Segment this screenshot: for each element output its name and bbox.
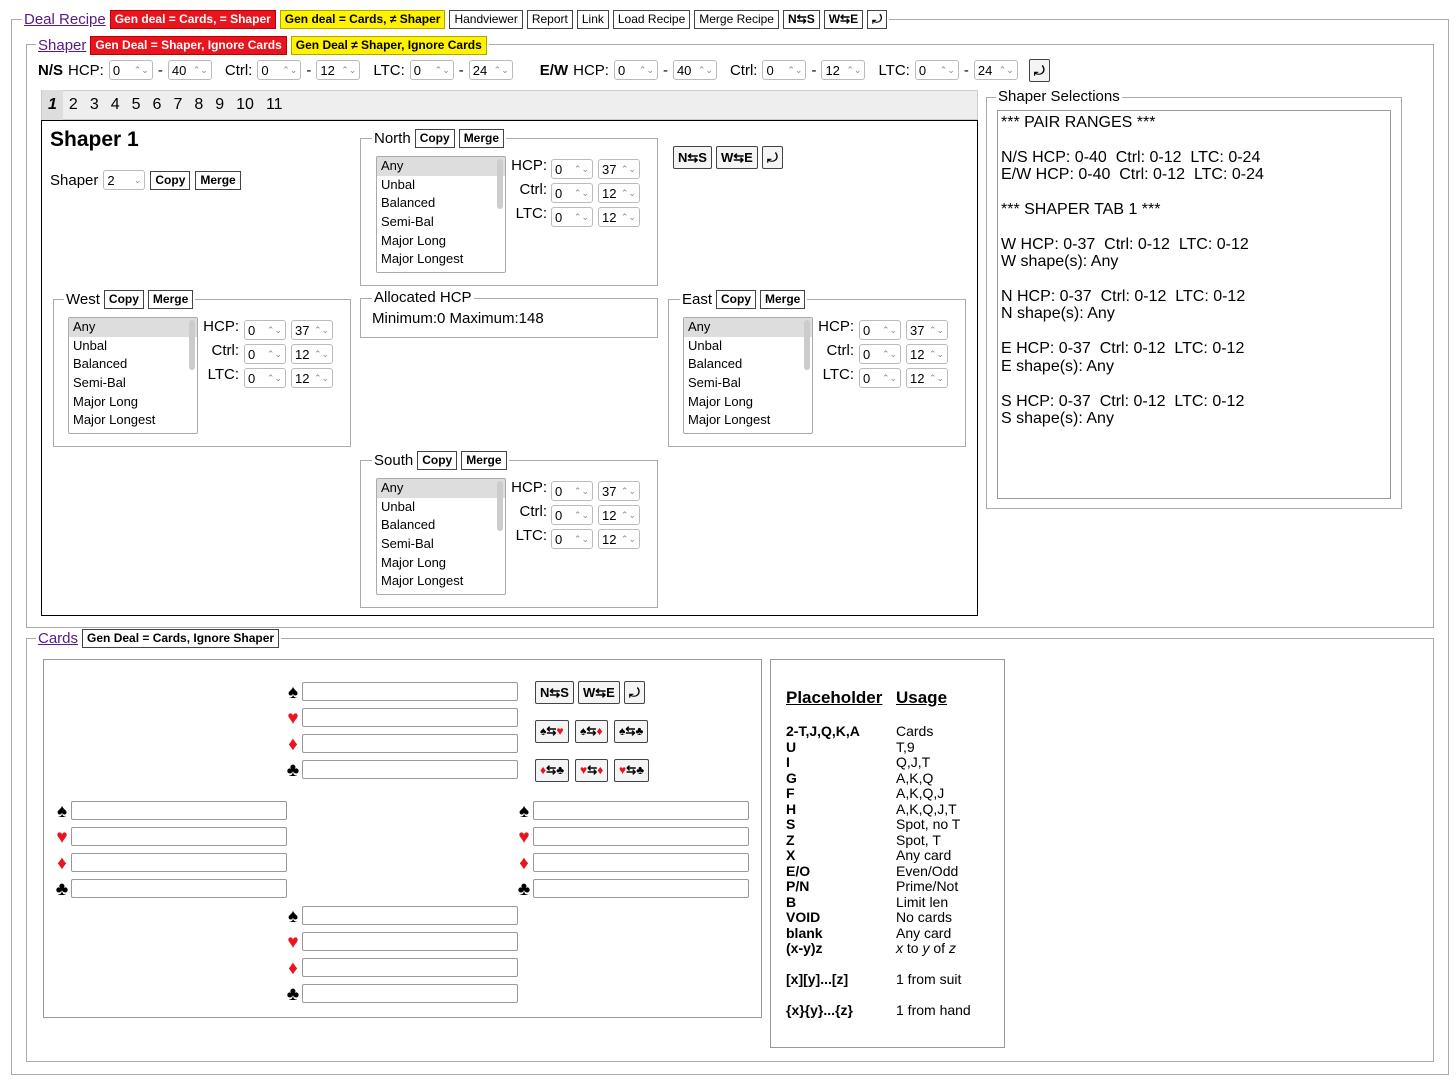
south-legend [372, 451, 509, 470]
placeholder-usage: Prime/Not [896, 878, 959, 894]
west-ctrl-label: Ctrl: [211, 342, 239, 359]
placeholder-row [786, 724, 996, 740]
ew-ltc-min[interactable]: 0 ⌃⌄ [915, 60, 959, 80]
south-spade-input[interactable] [302, 906, 518, 925]
north-hcp-max[interactable]: 37 ⌃⌄ [598, 159, 640, 179]
ew-ltc-max[interactable]: 24 ⌃⌄ [974, 60, 1018, 80]
west-shape-list[interactable] [68, 317, 198, 434]
placeholder-code: VOID [786, 909, 821, 925]
north-legend [372, 129, 506, 148]
placeholder-code: U [786, 738, 797, 755]
ns-ltc-min[interactable]: 0 ⌃⌄ [410, 60, 454, 80]
west-ltc-label: LTC: [207, 366, 239, 383]
placeholder-row [786, 817, 996, 833]
placeholder-usage: 1 from suit [896, 971, 962, 987]
placeholder-code: {x}{y}...{z} [786, 1002, 853, 1018]
swap-spade-club-button[interactable]: ♠⇆♣ [614, 720, 648, 743]
west-merge-button[interactable]: Merge [148, 290, 193, 309]
north-merge-button[interactable]: Merge [459, 129, 504, 148]
placeholder-code: E/O [786, 862, 811, 879]
north-copy-button[interactable]: Copy [415, 129, 455, 148]
scrollbar[interactable] [497, 481, 503, 531]
dash: - [458, 61, 464, 79]
east-heart-icon: ♥ [518, 827, 530, 848]
placeholder-usage: Spot, no T [896, 816, 961, 832]
north-ltc-min[interactable]: 0 ⌃⌄ [551, 207, 593, 227]
placeholder-usage: Cards [896, 723, 934, 739]
ew-ctrl-min[interactable]: 0 ⌃⌄ [762, 60, 806, 80]
placeholder-code: (x-y)z [786, 940, 823, 956]
shaper-reset-button[interactable]: ⤾ [762, 146, 783, 169]
placeholder-code: 2-T,J,Q,K,A [786, 723, 860, 739]
list-item[interactable]: Unbal [73, 337, 107, 353]
allocated-hcp-text: Minimum:0 Maximum:148 [372, 310, 544, 327]
ew-hcp-min[interactable]: 0 ⌃⌄ [614, 60, 658, 80]
list-item[interactable]: Balanced [381, 517, 436, 533]
south-hcp-min[interactable]: 0 ⌃⌄ [551, 481, 593, 501]
placeholder-row [786, 755, 996, 771]
north-heart-input[interactable] [302, 708, 518, 727]
placeholder-usage: Any card [896, 847, 952, 863]
south-ltc-max[interactable]: 12 ⌃⌄ [598, 529, 640, 549]
swap-ns-button[interactable]: N⇆S [783, 10, 820, 29]
placeholder-row [786, 864, 996, 880]
swap-heart-diamond-button[interactable]: ♥⇆♦ [575, 759, 608, 782]
tab-11[interactable]: 11 [265, 96, 283, 113]
south-diamond-icon: ♦ [288, 958, 298, 979]
west-hcp-min[interactable]: 0 ⌃⌄ [244, 320, 286, 340]
west-hcp-label: HCP: [203, 318, 239, 335]
placeholder-usage: A,K,Q,J [896, 785, 945, 801]
east-ctrl-label: Ctrl: [826, 342, 854, 359]
ns-label: N/S [38, 61, 64, 79]
east-diamond-icon: ♦ [519, 853, 529, 874]
tab-8[interactable]: 8 [194, 96, 204, 113]
ew-hcp-label: HCP: [573, 61, 609, 79]
ew-ctrl-max[interactable]: 12 ⌃⌄ [821, 60, 865, 80]
shaper-select-row [50, 170, 241, 190]
ns-ctrl-min[interactable]: 0 ⌃⌄ [257, 60, 301, 80]
gen-cards-ignore-shaper-button[interactable]: Gen Deal = Cards, Ignore Shaper [82, 629, 279, 648]
gen-shaper-ignore-cards-button[interactable]: Gen Deal = Shaper, Ignore Cards [90, 36, 286, 55]
west-club-icon: ♣ [55, 879, 69, 900]
ns-ltc-max[interactable]: 24 ⌃⌄ [469, 60, 513, 80]
tab-5[interactable]: 5 [131, 96, 141, 113]
west-club-input[interactable] [71, 879, 287, 898]
swap-heart-club-button[interactable]: ♥⇆♣ [614, 759, 649, 782]
ns-ctrl-max[interactable]: 12 ⌃⌄ [316, 60, 360, 80]
placeholder-row [786, 786, 996, 802]
north-ltc-max[interactable]: 12 ⌃⌄ [598, 207, 640, 227]
list-item[interactable]: Any [684, 318, 812, 337]
selections-textarea[interactable]: *** PAIR RANGES *** N/S HCP: 0-40 Ctrl: 0-12 LTC: 0-24 E/W HCP: 0-40 Ctrl: 0-12 LTC: 0-24 *** SHAPER TAB 1 *** W HCP: 0-37 Ctrl: 0-12 LTC: 0-12 W shape(s): Any N HCP: 0-37 Ctrl: 0-12 LTC: 0-12 N shape(s): Any E HCP: 0-37 Ctrl: 0-12 LTC: 0-12 E shape(s): Any S HCP: 0-37 Ctrl: 0-12 LTC: 0-12 S shape(s): Any [997, 110, 1391, 499]
reset-button[interactable]: ⤾ [867, 10, 887, 29]
west-ctrl-min[interactable]: 0 ⌃⌄ [244, 344, 286, 364]
placeholder-usage: A,K,Q [896, 769, 934, 786]
placeholder-row-xyz [786, 941, 996, 957]
tab-9[interactable]: 9 [215, 96, 225, 113]
placeholder-usage: 1 from hand [896, 1002, 971, 1018]
cards-legend [36, 629, 281, 648]
south-hcp-label: HCP: [511, 479, 547, 496]
handviewer-button[interactable]: Handviewer [449, 10, 522, 29]
placeholder-usage: A,K,Q,J,T [896, 800, 957, 817]
shaper-label: Shaper [50, 171, 99, 189]
north-title: North [374, 130, 411, 147]
placeholder-row [786, 848, 996, 864]
pair-reset-button[interactable]: ⤾ [1029, 59, 1050, 82]
south-copy-button[interactable]: Copy [417, 451, 457, 470]
list-item[interactable]: Major Long [688, 393, 754, 409]
list-item[interactable]: Semi-Bal [381, 214, 434, 230]
dash: - [662, 61, 668, 79]
placeholder-code: X [786, 847, 796, 863]
north-spade-icon: ♠ [287, 682, 299, 703]
placeholder-row-hand [786, 1003, 996, 1019]
placeholder-row [786, 802, 996, 818]
north-spade-input[interactable] [302, 682, 518, 701]
south-hcp-max[interactable]: 37 ⌃⌄ [598, 481, 640, 501]
east-title: East [682, 291, 713, 308]
east-copy-button[interactable]: Copy [716, 290, 756, 309]
ew-ltc-label: LTC: [878, 61, 910, 79]
north-diamond-icon: ♦ [288, 734, 298, 755]
placeholder-row [786, 833, 996, 849]
east-club-input[interactable] [533, 879, 749, 898]
placeholder-header: Placeholder [786, 688, 883, 707]
shaper-copy-button[interactable]: Copy [150, 171, 190, 190]
shaper-tab-bar [41, 90, 978, 120]
ns-hcp-min[interactable]: 0 ⌃⌄ [109, 60, 153, 80]
selections-title: Shaper Selections [998, 88, 1120, 105]
east-ctrl-min[interactable]: 0 ⌃⌄ [859, 344, 901, 364]
panel-title: Shaper 1 [50, 128, 139, 151]
list-item[interactable]: Semi-Bal [73, 375, 126, 391]
south-heart-icon: ♥ [287, 932, 299, 953]
east-shape-list[interactable] [683, 317, 813, 434]
placeholder-row-suit [786, 972, 996, 988]
west-heart-input[interactable] [71, 827, 287, 846]
south-merge-button[interactable]: Merge [461, 451, 506, 470]
east-diamond-input[interactable] [533, 853, 749, 872]
placeholder-code: Z [786, 831, 795, 848]
tab-2[interactable]: 2 [68, 96, 78, 113]
west-ctrl-max[interactable]: 12 ⌃⌄ [291, 344, 333, 364]
gen-cards-ne-shaper-button[interactable]: Gen deal = Cards, ≠ Shaper [280, 10, 446, 29]
ew-hcp-max[interactable]: 40 ⌃⌄ [673, 60, 717, 80]
east-spade-icon: ♠ [518, 801, 530, 822]
scrollbar[interactable] [189, 320, 195, 370]
list-item[interactable]: Semi-Bal [381, 536, 434, 552]
list-item[interactable]: Major Longest [688, 412, 771, 428]
shaper-title[interactable]: Shaper [38, 37, 87, 54]
east-merge-button[interactable]: Merge [760, 290, 805, 309]
east-legend [680, 290, 807, 309]
ns-hcp-label: HCP: [68, 61, 104, 79]
south-ctrl-max[interactable]: 12 ⌃⌄ [598, 505, 640, 525]
cards-title[interactable]: Cards [38, 630, 79, 647]
link-button[interactable]: Link [577, 10, 609, 29]
placeholder-row [786, 895, 996, 911]
list-item[interactable]: Any [69, 318, 197, 337]
placeholder-row [786, 771, 996, 787]
list-item[interactable]: Balanced [688, 356, 743, 372]
shaper-legend [36, 36, 489, 55]
placeholder-code: blank [786, 924, 823, 941]
swap-spade-heart-button[interactable]: ♠⇆♥ [535, 720, 569, 743]
list-item[interactable]: Unbal [688, 337, 722, 353]
report-button[interactable]: Report [527, 10, 573, 29]
allocated-hcp-title: Allocated HCP [374, 289, 472, 306]
ns-hcp-max[interactable]: 40 ⌃⌄ [168, 60, 212, 80]
tab-7[interactable]: 7 [173, 96, 183, 113]
placeholder-usage: No cards [896, 909, 953, 925]
placeholder-code: I [786, 754, 790, 770]
south-shape-list[interactable] [376, 478, 506, 595]
south-spade-icon: ♠ [287, 906, 299, 927]
west-hcp-max[interactable]: 37 ⌃⌄ [291, 320, 333, 340]
east-spade-input[interactable] [533, 801, 749, 820]
list-item[interactable]: Semi-Bal [688, 375, 741, 391]
usage-header: Usage [896, 688, 948, 707]
shaper-select[interactable]: 2 ⌄ [103, 170, 145, 190]
placeholder-usage: Spot, T [896, 831, 941, 848]
swap-diamond-club-button[interactable]: ♦⇆♣ [535, 759, 569, 782]
list-item[interactable]: Balanced [73, 356, 128, 372]
list-item[interactable]: Unbal [381, 498, 415, 514]
east-ltc-max[interactable]: 12 ⌃⌄ [906, 368, 948, 388]
list-item[interactable]: Balanced [381, 195, 436, 211]
placeholder-usage: T,9 [896, 738, 915, 755]
cards-swap-ns-button[interactable]: N⇆S [535, 681, 574, 704]
shaper-merge-button[interactable]: Merge [195, 171, 240, 190]
west-legend [64, 290, 195, 309]
gen-cards-eq-shaper-button[interactable]: Gen deal = Cards, = Shaper [110, 10, 276, 29]
north-shape-list[interactable] [376, 156, 506, 273]
ns-ltc-label: LTC: [373, 61, 405, 79]
west-title: West [66, 291, 100, 308]
placeholder-code: G [786, 769, 797, 786]
west-copy-button[interactable]: Copy [104, 290, 144, 309]
list-item[interactable]: Any [377, 479, 505, 498]
merge-recipe-button[interactable]: Merge Recipe [694, 10, 779, 29]
placeholder-code: H [786, 800, 797, 817]
west-spade-input[interactable] [71, 801, 287, 820]
placeholder-code: F [786, 785, 795, 801]
south-title: South [374, 452, 414, 469]
list-item[interactable]: Major Longest [381, 251, 464, 267]
east-hcp-label: HCP: [818, 318, 854, 335]
tab-3[interactable]: 3 [89, 96, 99, 113]
placeholder-row [786, 910, 996, 926]
east-ltc-label: LTC: [822, 366, 854, 383]
placeholder-row [786, 879, 996, 895]
south-ltc-label: LTC: [515, 527, 547, 544]
north-hcp-min[interactable]: 0 ⌃⌄ [551, 159, 593, 179]
west-diamond-input[interactable] [71, 853, 287, 872]
list-item[interactable]: Any [377, 157, 505, 176]
placeholder-usage: Q,J,T [896, 754, 931, 770]
placeholder-usage: Limit len [896, 893, 949, 910]
list-item[interactable]: Major Longest [73, 412, 156, 428]
south-diamond-input[interactable] [302, 958, 518, 977]
ew-label: E/W [539, 61, 569, 79]
list-item[interactable]: Major Long [73, 393, 139, 409]
placeholder-usage: Any card [896, 924, 952, 941]
deal-recipe-legend [22, 10, 889, 29]
east-ltc-min[interactable]: 0 ⌃⌄ [859, 368, 901, 388]
north-club-input[interactable] [302, 760, 518, 779]
west-diamond-icon: ♦ [57, 853, 67, 874]
south-club-input[interactable] [302, 984, 518, 1003]
placeholder-code: P/N [786, 878, 810, 894]
swap-spade-diamond-button[interactable]: ♠⇆♦ [575, 720, 608, 743]
south-ctrl-min[interactable]: 0 ⌃⌄ [551, 505, 593, 525]
pair-range-row [38, 60, 1050, 80]
list-item[interactable]: Major Long [381, 232, 447, 248]
ew-ctrl-label: Ctrl: [729, 61, 758, 79]
west-heart-icon: ♥ [56, 827, 68, 848]
placeholder-row [786, 740, 996, 756]
shaper-swap-we-button[interactable]: W⇆E [716, 146, 758, 169]
east-club-icon: ♣ [517, 879, 531, 900]
cards-reset-button[interactable]: ⤾ [624, 681, 645, 704]
load-recipe-button[interactable]: Load Recipe [613, 10, 690, 29]
tab-4[interactable]: 4 [110, 96, 120, 113]
tab-6[interactable]: 6 [152, 96, 162, 113]
north-ctrl-max[interactable]: 12 ⌃⌄ [598, 183, 640, 203]
list-item[interactable]: Major Long [381, 554, 447, 570]
south-club-icon: ♣ [286, 984, 300, 1005]
north-ctrl-label: Ctrl: [519, 181, 547, 198]
south-ltc-min[interactable]: 0 ⌃⌄ [551, 529, 593, 549]
placeholder-code: S [786, 816, 796, 832]
south-ctrl-label: Ctrl: [519, 503, 547, 520]
placeholder-table [786, 724, 996, 941]
scrollbar[interactable] [497, 159, 503, 209]
deal-recipe-title[interactable]: Deal Recipe [24, 11, 106, 28]
cards-swap-we-button[interactable]: W⇆E [578, 681, 620, 704]
north-ctrl-min[interactable]: 0 ⌃⌄ [551, 183, 593, 203]
north-ltc-label: LTC: [515, 205, 547, 222]
tab-1[interactable]: 1 [42, 90, 63, 120]
north-heart-icon: ♥ [287, 708, 299, 729]
dash: - [963, 61, 969, 79]
ns-ctrl-label: Ctrl: [224, 61, 253, 79]
placeholder-code: [x][y]...[z] [786, 971, 849, 987]
west-ltc-max[interactable]: 12 ⌃⌄ [291, 368, 333, 388]
scrollbar[interactable] [804, 320, 810, 370]
dash: - [306, 61, 312, 79]
placeholder-usage: Even/Odd [896, 862, 959, 879]
shaper-swap-ns-button[interactable]: N⇆S [673, 146, 712, 169]
west-ltc-min[interactable]: 0 ⌃⌄ [244, 368, 286, 388]
north-club-icon: ♣ [286, 760, 300, 781]
east-ctrl-max[interactable]: 12 ⌃⌄ [906, 344, 948, 364]
west-spade-icon: ♠ [56, 801, 68, 822]
list-item[interactable]: Major Longest [381, 573, 464, 589]
north-diamond-input[interactable] [302, 734, 518, 753]
tab-10[interactable]: 10 [236, 96, 254, 113]
dash: - [157, 61, 163, 79]
gen-ne-shaper-ignore-cards-button[interactable]: Gen Deal ≠ Shaper, Ignore Cards [291, 36, 487, 55]
east-hcp-max[interactable]: 37 ⌃⌄ [906, 320, 948, 340]
east-hcp-min[interactable]: 0 ⌃⌄ [859, 320, 901, 340]
swap-we-button[interactable]: W⇆E [824, 10, 863, 29]
list-item[interactable]: Unbal [381, 176, 415, 192]
east-heart-input[interactable] [533, 827, 749, 846]
north-hcp-label: HCP: [511, 157, 547, 174]
placeholder-row [786, 926, 996, 942]
placeholder-usage: x to y of z [896, 940, 956, 956]
dash: - [811, 61, 817, 79]
south-heart-input[interactable] [302, 932, 518, 951]
placeholder-code: B [786, 893, 797, 910]
